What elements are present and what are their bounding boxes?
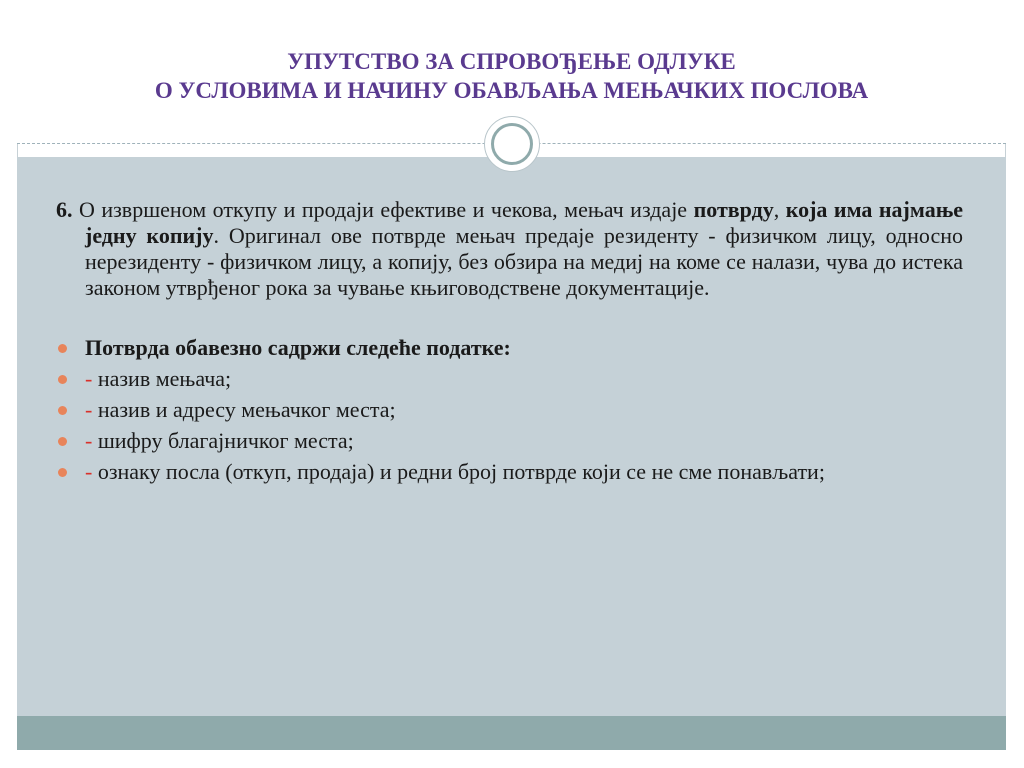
dash-marker: - bbox=[85, 428, 93, 453]
bullet-dot-icon bbox=[58, 344, 67, 353]
footer-bar bbox=[17, 716, 1006, 750]
list-item-text: шифру благајничког места; bbox=[92, 428, 354, 453]
paragraph-number: 6. bbox=[56, 197, 73, 222]
paragraph-bold-2: која има најмање једну копију bbox=[85, 197, 964, 248]
list-item-text: назив мењача; bbox=[92, 366, 232, 391]
list-item bbox=[56, 397, 963, 423]
title-line-2: О УСЛОВИМА И НАЧИНУ ОБАВЉАЊА МЕЊАЧКИХ ПОСЛОВА bbox=[154, 78, 869, 103]
dash-marker: - bbox=[85, 397, 93, 422]
bullet-dot-icon bbox=[58, 468, 67, 477]
bullet-heading: Потврда обавезно садржи следеће податке: bbox=[85, 335, 511, 360]
dash-marker: - bbox=[85, 366, 93, 391]
list-item-text: ознаку посла (откуп, продаја) и редни број потврде који се не сме понављати; bbox=[92, 459, 825, 484]
dash-marker: - bbox=[85, 459, 93, 484]
list-item bbox=[56, 366, 963, 392]
bullet-dot-icon bbox=[58, 375, 67, 384]
paragraph-text-c: . Оригинал ове потврде мењач предаје резиденту - физичком лицу, односно нерезиденту - физичком лицу, а копију, без обзира на медиј на коме се налази, чува до истека законом утврђеног рока за чување књиговодствене документације. bbox=[85, 223, 963, 300]
list-item-text: назив и адресу мењачког места; bbox=[92, 397, 396, 422]
decorative-ring-icon bbox=[491, 123, 533, 165]
list-item bbox=[56, 428, 963, 454]
paragraph-text-a: О извршеном откупу и продаји ефективе и чекова, мењач издаје bbox=[72, 197, 694, 222]
list-item bbox=[56, 459, 963, 485]
bullet-dot-icon bbox=[58, 437, 67, 446]
paragraph-6 bbox=[56, 197, 963, 301]
paragraph-bold-1: потврду bbox=[693, 197, 774, 222]
bullet-dot-icon bbox=[58, 406, 67, 415]
slide-content bbox=[56, 197, 963, 490]
slide-title bbox=[17, 47, 1006, 105]
paragraph-text-b: , bbox=[773, 197, 786, 222]
title-line-1: УПУТСТВО ЗА СПРОВОЂЕЊЕ ОДЛУКЕ bbox=[287, 49, 736, 74]
bullet-list bbox=[56, 335, 963, 485]
decorative-circle-icon bbox=[484, 116, 540, 172]
list-item-heading bbox=[56, 335, 963, 361]
